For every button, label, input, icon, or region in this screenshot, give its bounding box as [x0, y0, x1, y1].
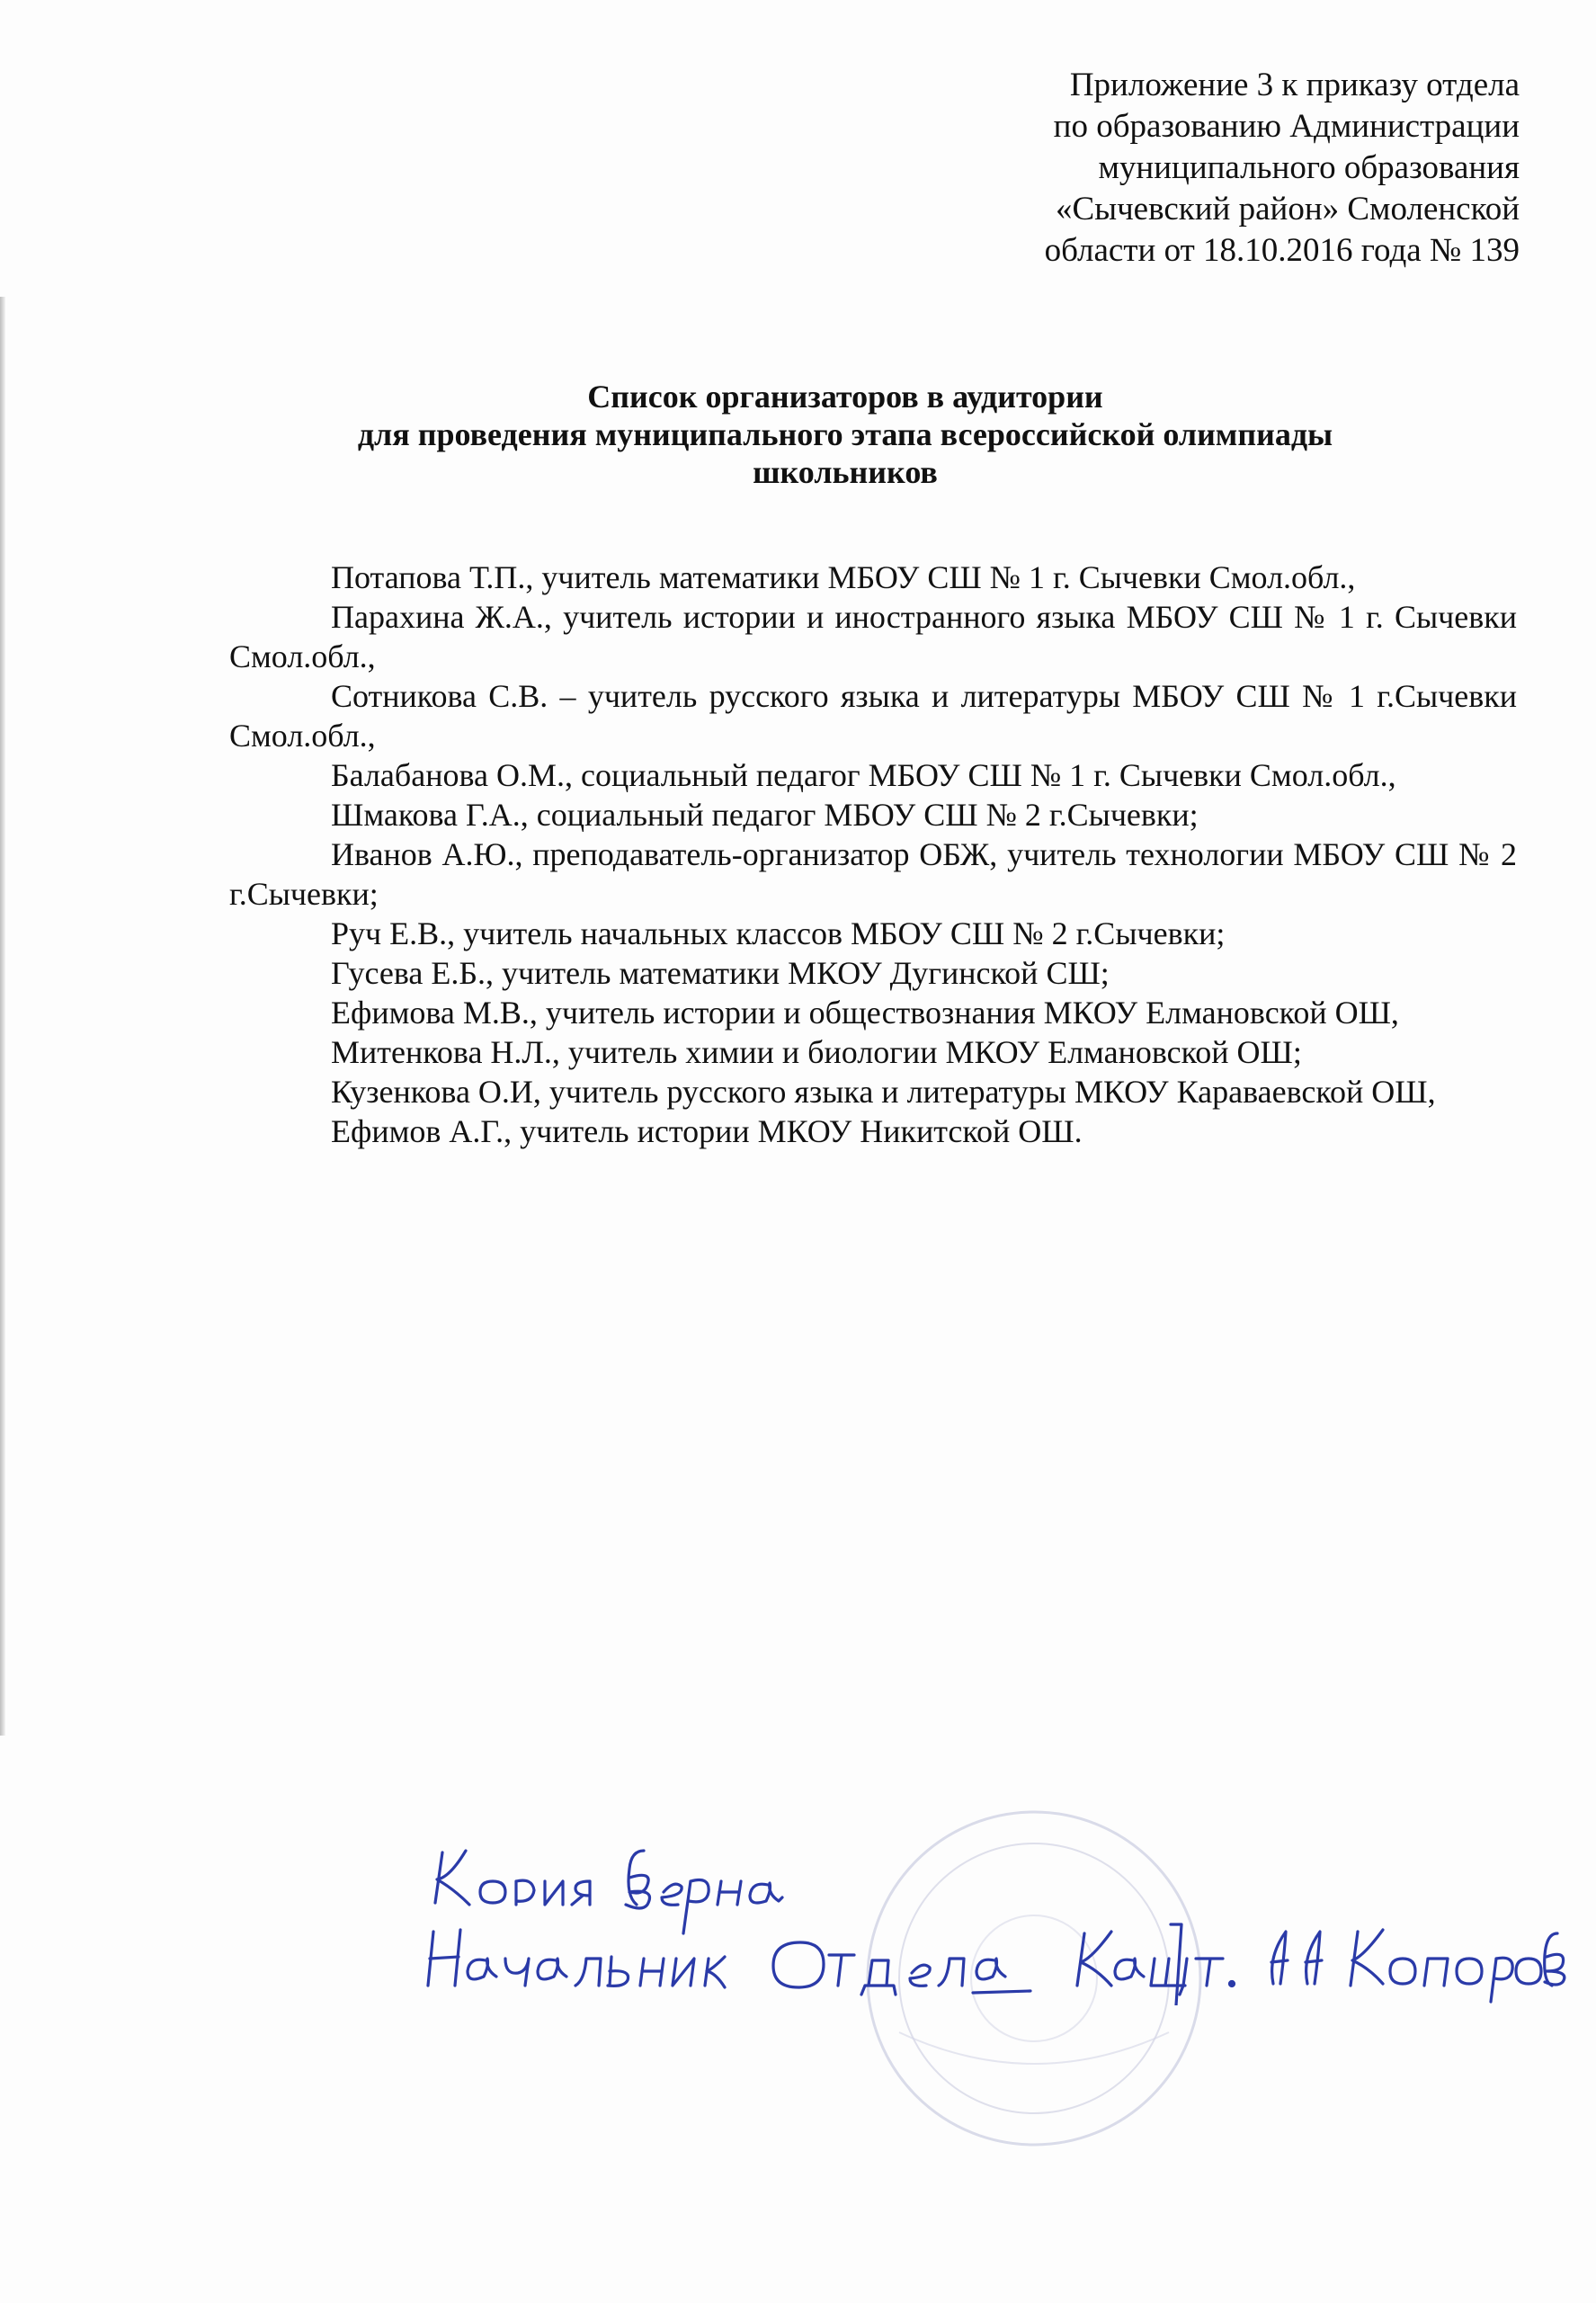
organizer-entry: Кузенкова О.И, учитель русского языка и литературы МКОУ Караваевской ОШ, [331, 1074, 1436, 1110]
appendix-line: по образованию Администрации [1053, 108, 1520, 145]
title-line: Список организаторов в аудитории [587, 379, 1103, 415]
organizer-entry: Шмакова Г.А., социальный педагог МБОУ СШ № 2 г.Сычевки; [331, 797, 1199, 833]
organizer-entry: Балабанова О.М., социальный педагог МБОУ СШ № 1 г. Сычевки Смол.обл., [331, 757, 1396, 793]
organizer-entry: Митенкова Н.Л., учитель химии и биологии МКОУ Елмановской ОШ; [331, 1034, 1302, 1070]
appendix-line: Приложение 3 к приказу отдела [1069, 67, 1520, 103]
title-line: для проведения муниципального этапа всероссийской олимпиады [357, 416, 1333, 452]
appendix-header [890, 65, 1520, 272]
document-title [216, 378, 1475, 491]
organizer-entry: Потапова Т.П., учитель математики МБОУ СШ № 1 г. Сычевки Смол.обл., [331, 559, 1356, 595]
organizer-entry: Сотникова С.В. – учитель русского языка и литературы МБОУ СШ № 1 г.Сычевки Смол.обл., [229, 678, 1517, 754]
handwritten-certification [423, 1825, 1592, 2005]
organizer-entry: Гусева Е.Б., учитель математики МКОУ Дугинской СШ; [331, 955, 1110, 991]
organizer-entry: Ефимов А.Г., учитель истории МКОУ Никитской ОШ. [331, 1113, 1083, 1149]
title-line: школьников [753, 454, 938, 490]
appendix-line: «Сычевский район» Смоленской [1056, 191, 1520, 228]
organizer-list [229, 558, 1517, 1151]
appendix-line: муниципального образования [1098, 149, 1520, 186]
organizer-entry: Руч Е.В., учитель начальных классов МБОУ СШ № 2 г.Сычевки; [331, 915, 1226, 951]
organizer-entry: Ефимова М.В., учитель истории и обществознания МКОУ Елмановской ОШ, [331, 995, 1399, 1031]
scan-edge-shadow [0, 297, 5, 1736]
organizer-entry: Иванов А.Ю., преподаватель-организатор ОБЖ, учитель технологии МБОУ СШ № 2 г.Сычевки; [229, 836, 1517, 912]
organizer-entry: Парахина Ж.А., учитель истории и иностранного языка МБОУ СШ № 1 г. Сычевки Смол.обл., [229, 599, 1517, 674]
appendix-line: области от 18.10.2016 года № 139 [1044, 232, 1520, 269]
